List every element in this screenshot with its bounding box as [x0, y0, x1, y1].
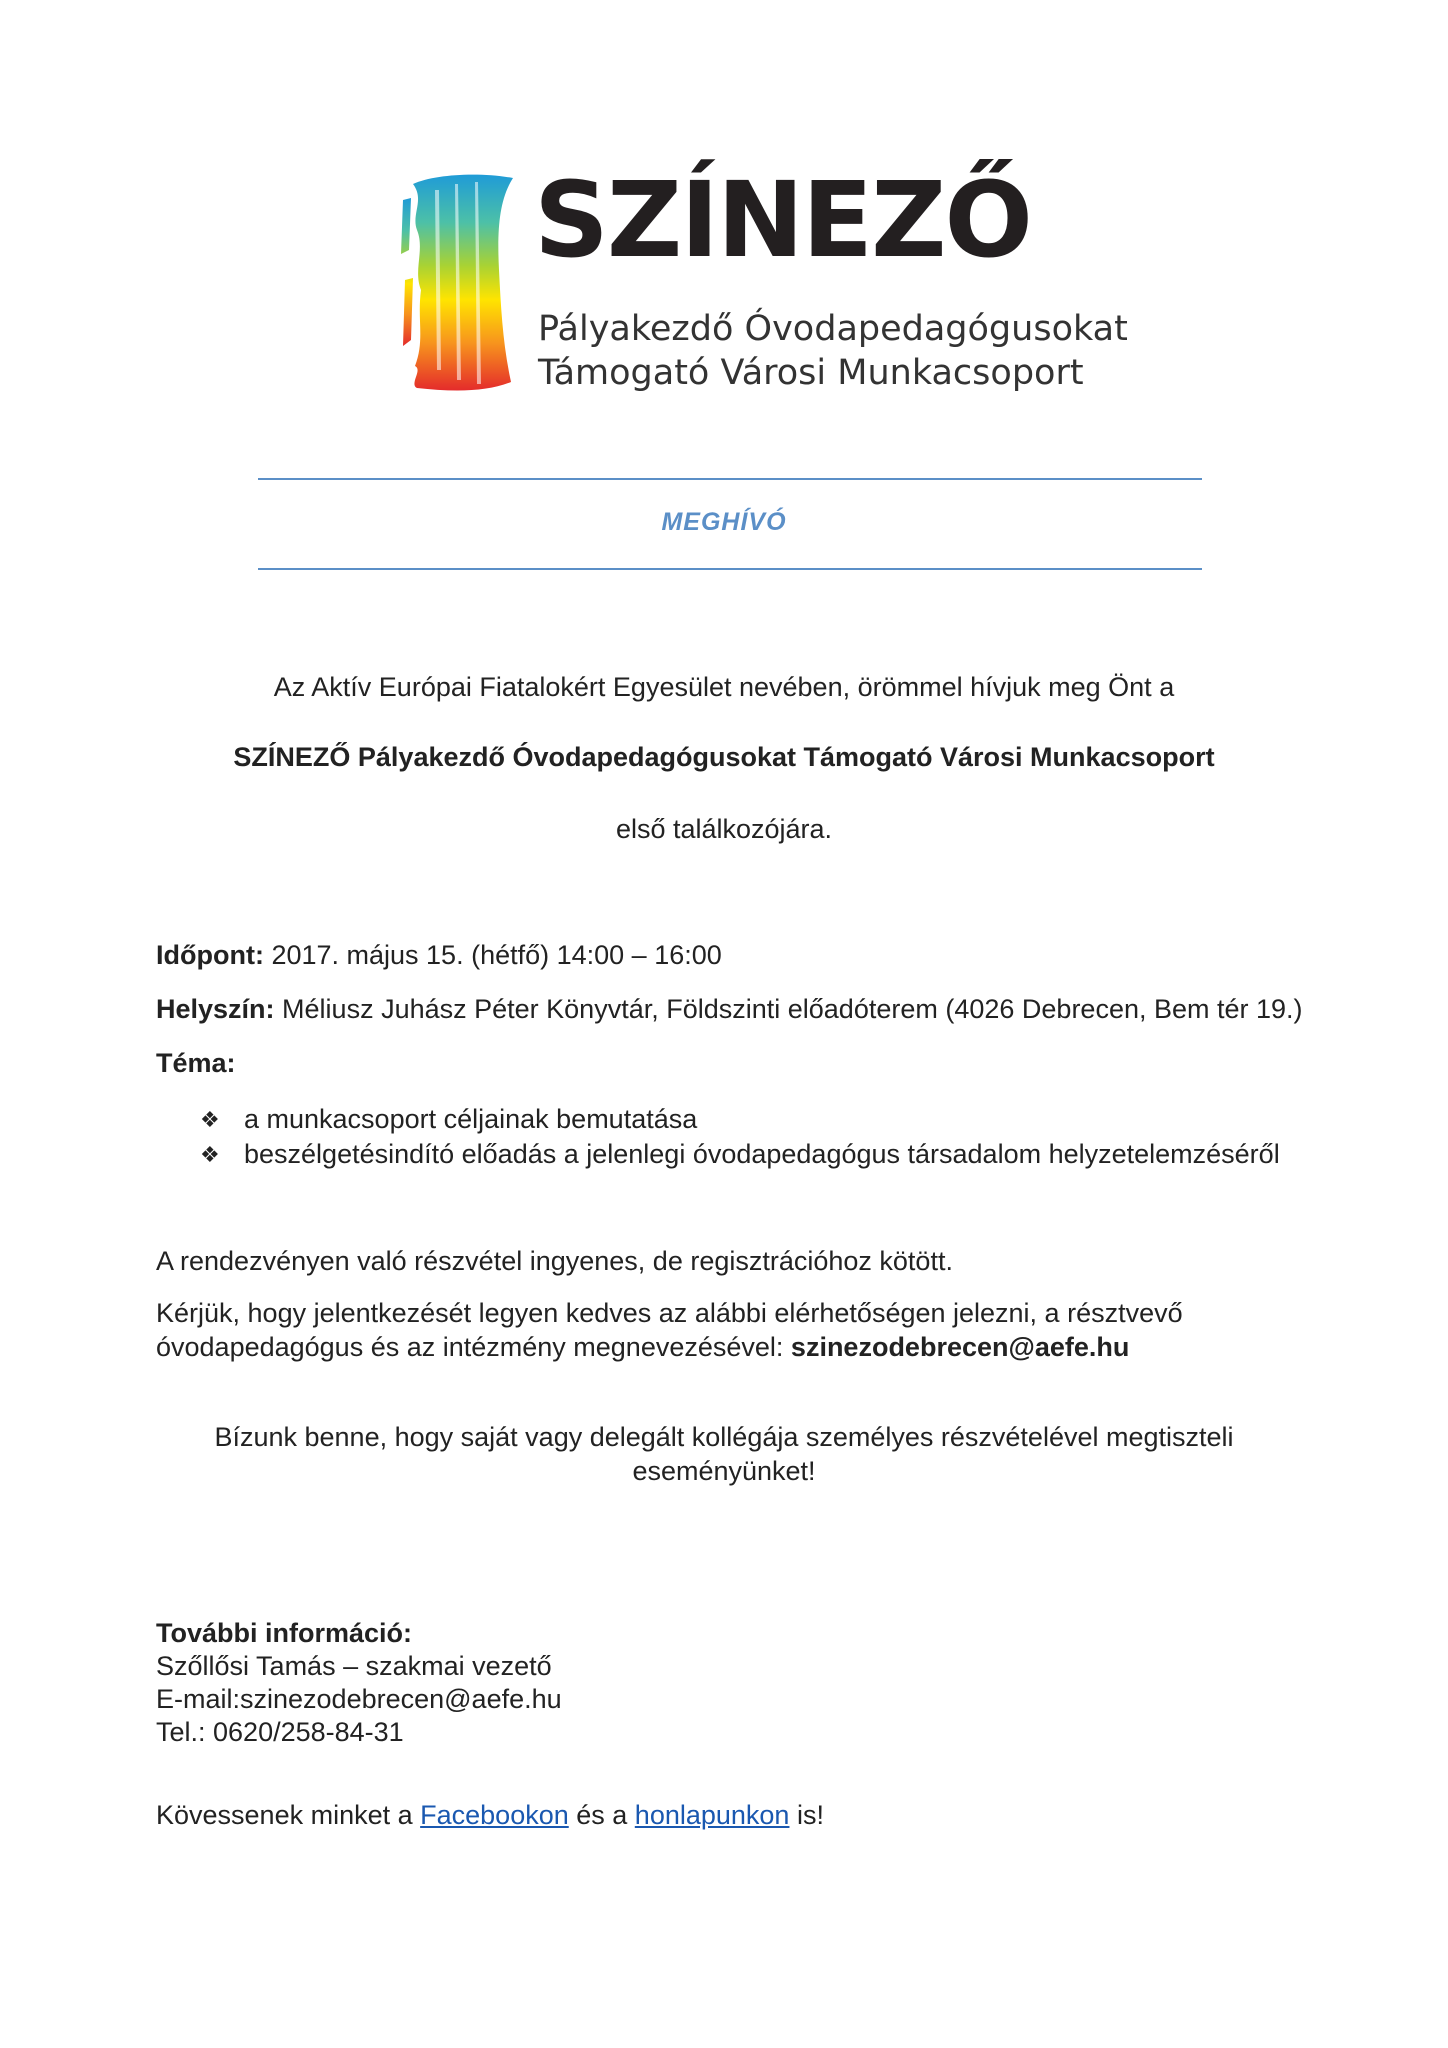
registration-request-prefix: óvodapedagógus és az intézmény megnevezésével: — [156, 1332, 791, 1362]
registration-request — [156, 1296, 1183, 1364]
four-diamond-bullet-icon: ❖ — [200, 1106, 220, 1132]
facebook-link[interactable]: Facebookon — [420, 1800, 569, 1830]
first-meeting-line: első találkozójára. — [615, 814, 833, 844]
contact-block — [156, 1617, 562, 1749]
registration-request-line2 — [156, 1330, 1183, 1364]
follow-prefix: Kövessenek minket a — [156, 1800, 421, 1830]
closing-line2: eseményünket! — [632, 1456, 816, 1486]
contact-email: E-mail:szinezodebrecen@aefe.hu — [156, 1684, 562, 1714]
logo-brush-icon — [395, 170, 525, 395]
intro-line: Az Aktív Európai Fiatalokért Egyesület nevében, örömmel hívjuk meg Önt a — [273, 672, 1175, 702]
topic-item-text: a munkacsoport céljainak bemutatása — [244, 1104, 698, 1134]
registration-note: A rendezvényen való részvétel ingyenes, de regisztrációhoz kötött. — [156, 1246, 953, 1276]
place-row — [156, 994, 1303, 1025]
group-name-line: SZÍNEZŐ Pályakezdő Óvodapedagógusokat Támogató Városi Munkacsoport — [233, 742, 1215, 772]
logo-subtitle-line2: Támogató Városi Munkacsoport — [538, 353, 1084, 393]
logo-subtitle-line1: Pályakezdő Óvodapedagógusokat — [538, 309, 1128, 349]
website-link[interactable]: honlapunkon — [634, 1800, 790, 1830]
registration-email[interactable]: szinezodebrecen@aefe.hu — [790, 1332, 1130, 1362]
contact-name: Szőllősi Tamás – szakmai vezető — [156, 1651, 552, 1681]
place-value: Méliusz Juhász Péter Könyvtár, Földszinti előadóterem (4026 Debrecen, Bem tér 19.) — [274, 994, 1303, 1024]
time-label: Időpont: — [156, 940, 264, 970]
contact-phone: Tel.: 0620/258-84-31 — [156, 1717, 404, 1747]
follow-middle: és a — [568, 1800, 635, 1830]
divider-bottom — [258, 568, 1202, 570]
four-diamond-bullet-icon: ❖ — [200, 1141, 220, 1167]
time-row — [156, 940, 722, 971]
time-value: 2017. május 15. (hétfő) 14:00 – 16:00 — [263, 940, 722, 970]
topic-label: Téma: — [156, 1048, 236, 1078]
follow-line — [156, 1800, 824, 1831]
topic-row — [156, 1048, 236, 1079]
invitation-heading: MEGHÍVÓ — [661, 508, 787, 536]
closing-paragraph — [0, 1420, 1448, 1488]
registration-request-line1: Kérjük, hogy jelentkezését legyen kedves az alábbi elérhetőségen jelezni, a résztvevő — [156, 1298, 1183, 1328]
closing-line1: Bízunk benne, hogy saját vagy delegált kollégája személyes részvételével megtiszteli — [214, 1422, 1234, 1452]
divider-top — [258, 478, 1202, 480]
topic-item-text: beszélgetésindító előadás a jelenlegi óvodapedagógus társadalom helyzetelemzéséről — [244, 1139, 1280, 1169]
place-label: Helyszín: — [156, 994, 275, 1024]
follow-suffix: is! — [789, 1800, 824, 1830]
contact-heading: További információ: — [156, 1618, 413, 1648]
logo-title: SZÍNEZŐ — [534, 159, 1031, 281]
list-item — [200, 1102, 1280, 1137]
list-item — [200, 1137, 1280, 1172]
topic-list — [200, 1102, 1280, 1172]
